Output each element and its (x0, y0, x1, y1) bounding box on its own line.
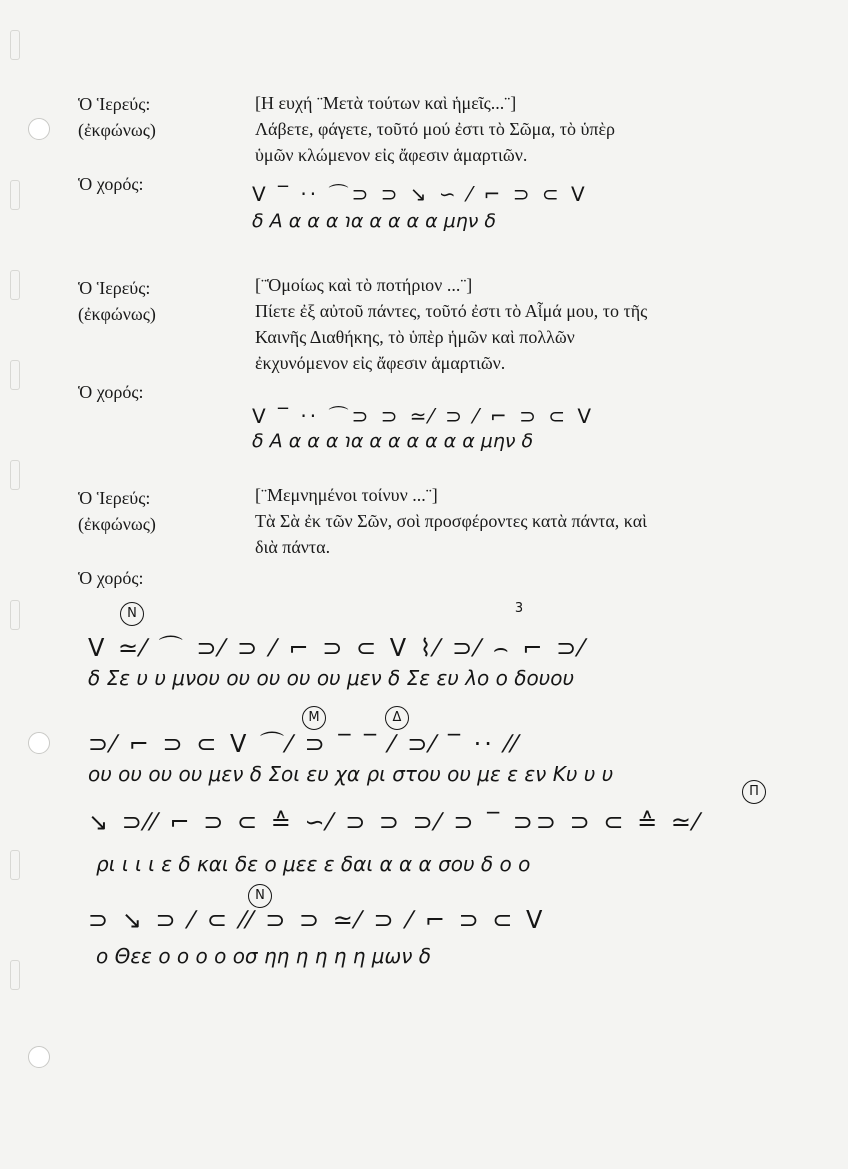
edge-mark (10, 960, 20, 990)
neume-line: ↘ ⊃⁄⁄ ⌐ ⊃ ⊂ ≙ ∽⁄ ⊃ ⊃ ⊃⁄ ⊃ ‾ ⊃⊃ ⊃ ⊂ ≙ ≃⁄ (88, 808, 701, 836)
priest-line: διὰ πάντα. (255, 537, 331, 557)
binder-hole (28, 118, 50, 140)
mode-mark: N (120, 602, 144, 626)
binder-hole (28, 1046, 50, 1068)
choir-label: Ὁ χορός: (78, 568, 144, 588)
neume-line: ᐯ ≃⁄ ⌒ ⊃⁄ ⊃ ⁄ ⌐ ⊃ ⊂ ᐯ ⌇⁄ ⊃⁄ ⌢ ⌐ ⊃⁄ (88, 634, 587, 662)
priest-line: Καινῆς Διαθήκης, τὸ ὑπὲρ ἡμῶν καὶ πολλῶν (255, 327, 575, 347)
priest-note: (ἐκφώνως) (78, 304, 156, 324)
priest-text (255, 272, 745, 376)
mode-mark: Π (742, 780, 766, 804)
priest-label: Ὁ Ἱερεύς: (78, 94, 151, 114)
neume-line: ⊃⁄ ⌐ ⊃ ⊂ ᐯ ⌒⁄ ⊃ ‾ ‾ ⁄ ⊃⁄ ‾ ·· ⁄⁄ (88, 730, 520, 758)
binder-hole (28, 732, 50, 754)
lyric-line: ρι ι ι ι ε δ και δε ο μεε ε δαι α α α σου δ ο ο (96, 852, 531, 876)
edge-mark (10, 180, 20, 210)
lyric-line: ο Θεε ο ο ο ο οσ ηη η η η η μων δ (96, 944, 432, 968)
edge-mark (10, 270, 20, 300)
choir-label: Ὁ χορός: (78, 174, 144, 194)
edge-mark (10, 600, 20, 630)
priest-label: Ὁ Ἱερεύς: (78, 278, 151, 298)
priest-line: Πίετε ἐξ αὐτοῦ πάντες, τοῦτό ἐστι τὸ Αἷμά μου, το τῆς (255, 301, 648, 321)
neume-line: ᐯ ‾ ·· ⌒⊃ ⊃ ≃⁄ ⊃ ⁄ ⌐ ⊃ ⊂ ᐯ (252, 404, 594, 428)
prayer-reference: [Η ευχή ¨Μετὰ τούτων καὶ ἡμεῖς...¨] (255, 93, 517, 113)
lyric-line: ου ου ου ου μεν δ Σοι ευ χα ρι στου ου με ε εν Κυ υ υ (88, 762, 614, 786)
neume-line: ᐯ ‾ ·· ⌒⊃ ⊃ ↘ ∽ ⁄ ⌐ ⊃ ⊂ ᐯ (252, 182, 588, 206)
prayer-reference: [¨Ὁμοίως καὶ τὸ ποτήριον ...¨] (255, 275, 473, 295)
mode-mark: 3 (514, 601, 524, 616)
edge-mark (10, 30, 20, 60)
priest-note: (ἐκφώνως) (78, 120, 156, 140)
lyric-line: δ Σε υ υ μνου ου ου ου ου μεν δ Σε ευ λο ο δουου (88, 666, 575, 690)
prayer-reference: [¨Μεμνημένοι τοίνυν ...¨] (255, 485, 438, 505)
lyric-line: δ Α α α α ℩α α α α α α α μην δ (252, 430, 534, 452)
priest-line: Τὰ Σὰ ἐκ τῶν Σῶν, σοὶ προσφέροντες κατὰ πάντα, καὶ (255, 511, 647, 531)
priest-line: ὑμῶν κλώμενον εἰς ἄφεσιν ἁμαρτιῶν. (255, 145, 528, 165)
priest-text (255, 90, 745, 168)
lyric-line: δ Α α α α ℩α α α α α μην δ (252, 210, 497, 232)
priest-text (255, 482, 745, 560)
mode-mark: N (248, 884, 272, 908)
priest-note: (ἐκφώνως) (78, 514, 156, 534)
priest-line: Λάβετε, φάγετε, τοῦτό μού ἐστι τὸ Σῶμα, τὸ ὑπὲρ (255, 119, 615, 139)
choir-label: Ὁ χορός: (78, 382, 144, 402)
neume-line: ⊃ ↘ ⊃ ⁄ ⊂ ⁄⁄ ⊃ ⊃ ≃⁄ ⊃ ⁄ ⌐ ⊃ ⊂ ᐯ (88, 906, 546, 934)
edge-mark (10, 460, 20, 490)
priest-label: Ὁ Ἱερεύς: (78, 488, 151, 508)
edge-mark (10, 360, 20, 390)
mode-mark: Δ (385, 706, 409, 730)
priest-line: ἐκχυνόμενον εἰς ἄφεσιν ἁμαρτιῶν. (255, 353, 506, 373)
mode-mark: M (302, 706, 326, 730)
edge-mark (10, 850, 20, 880)
